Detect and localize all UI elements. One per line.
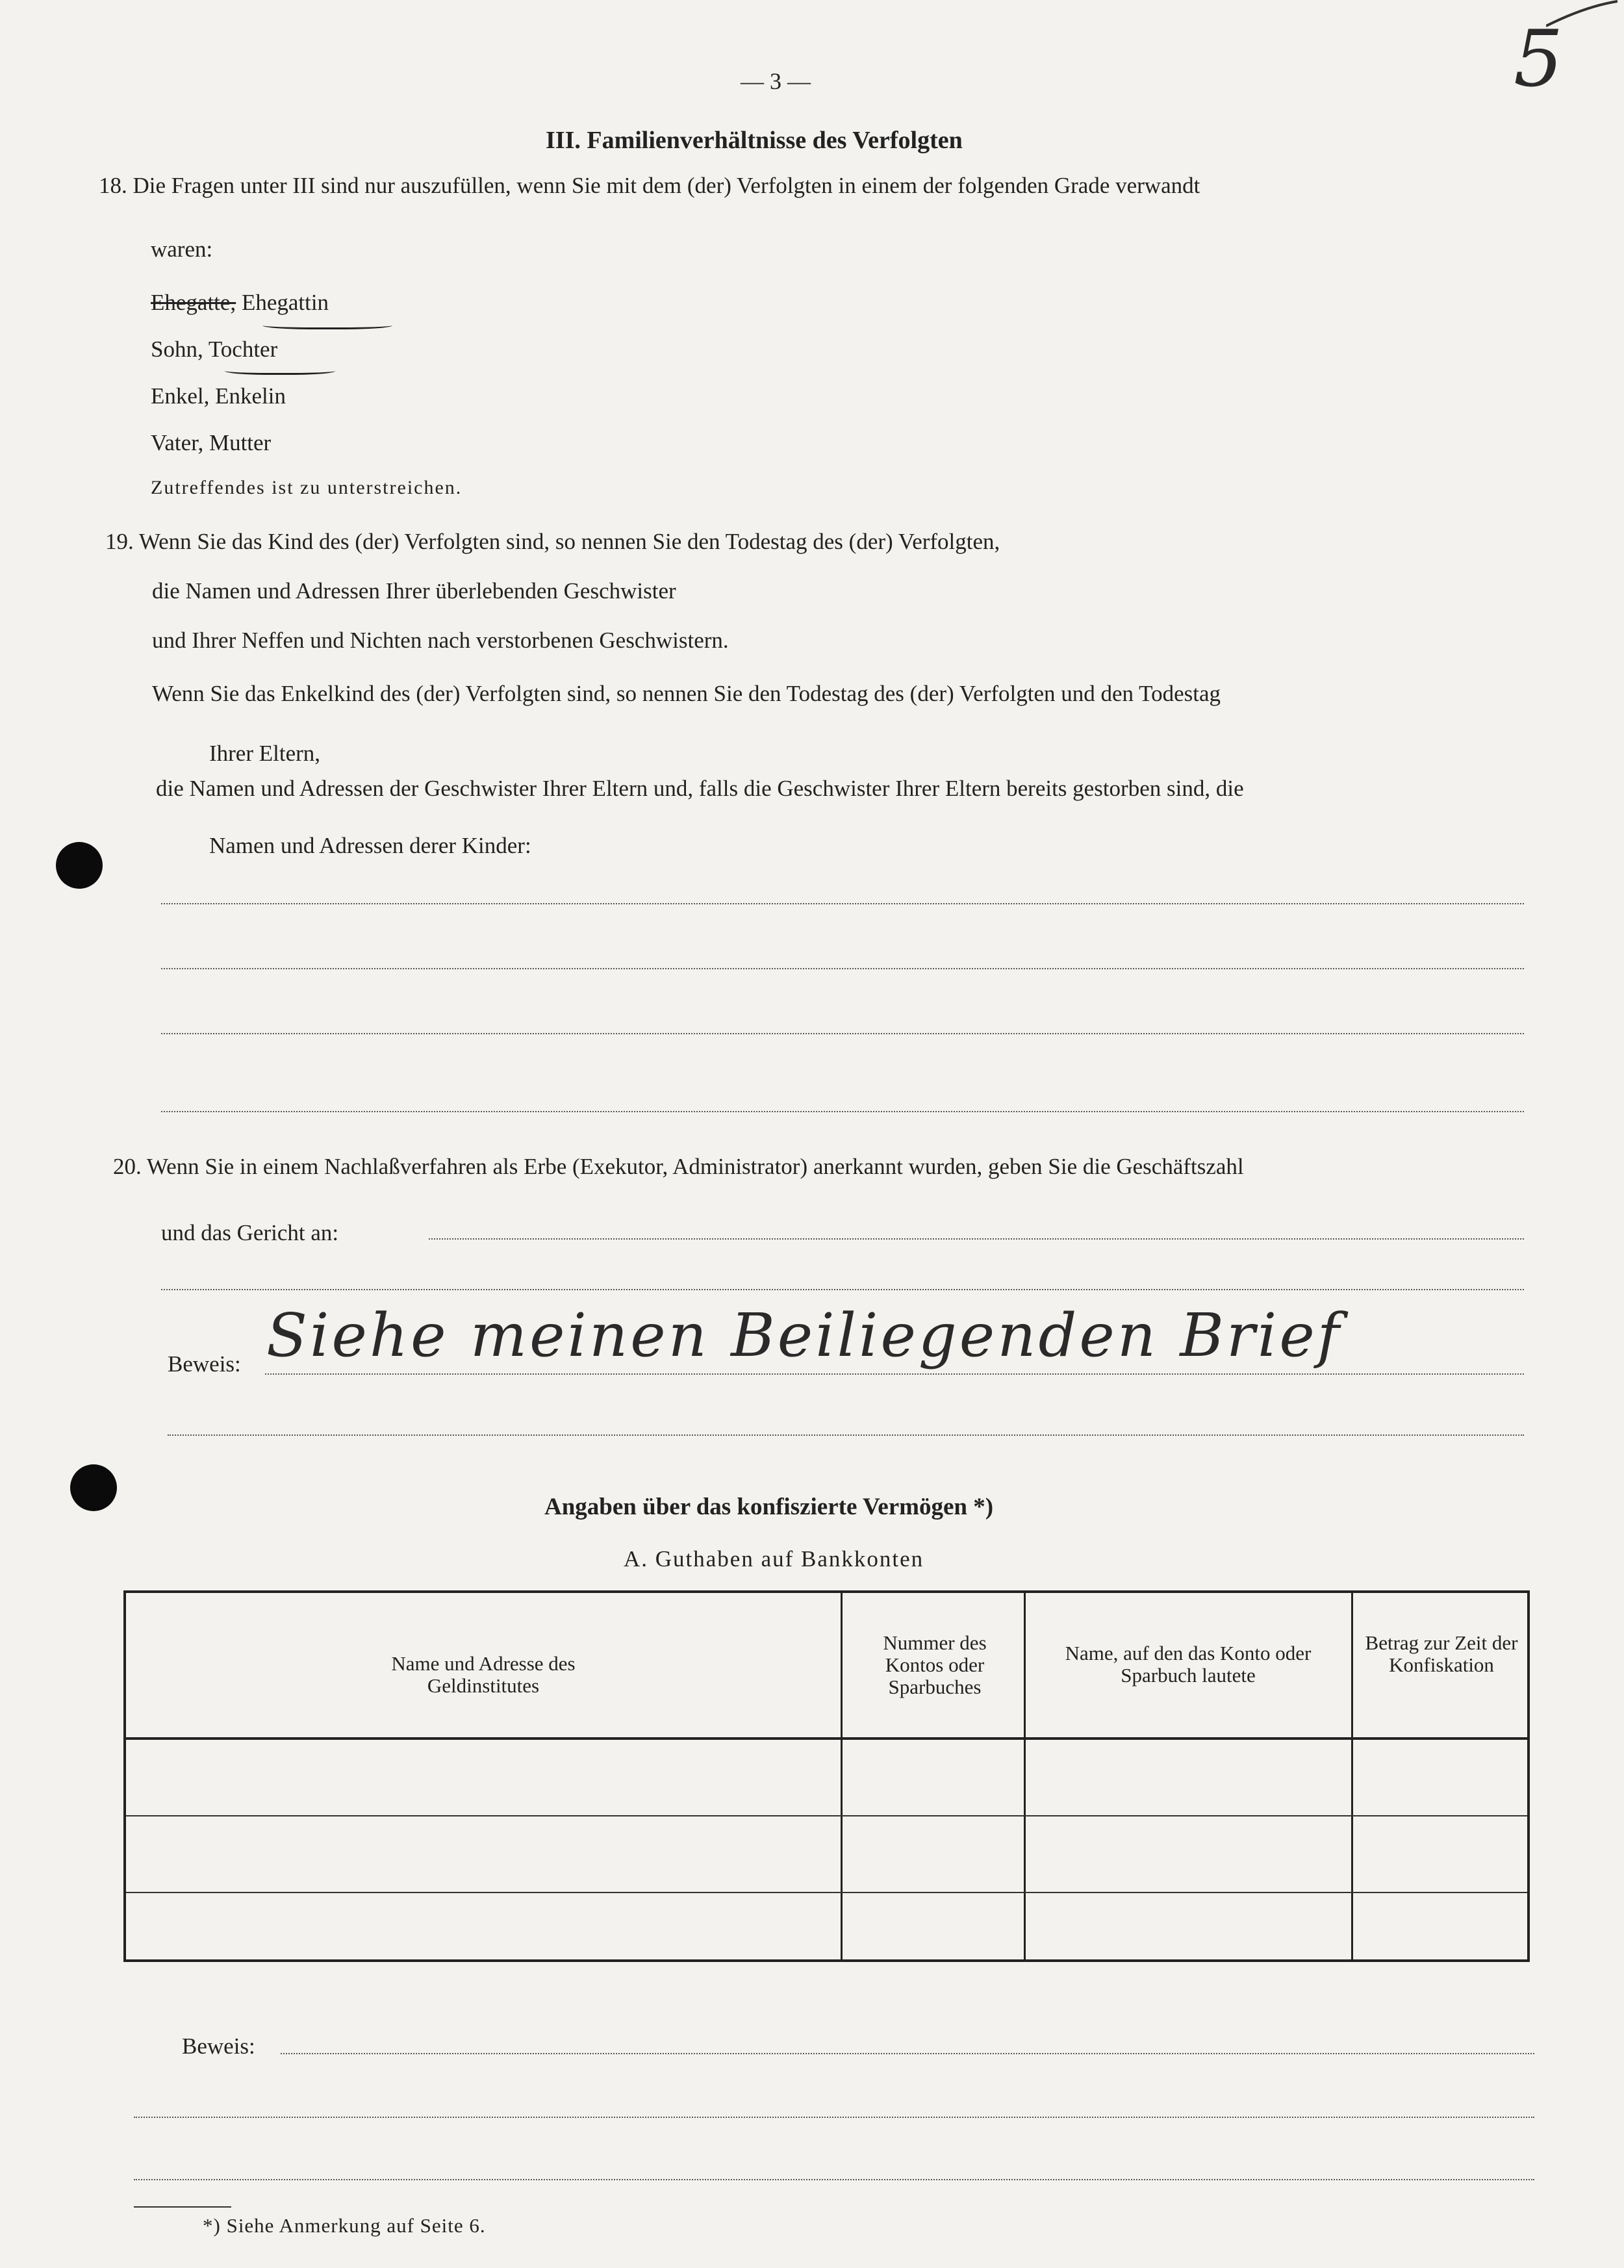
table-header-account-number: Nummer des Kontos oder Sparbuches bbox=[883, 1631, 987, 1698]
q19-line1: 19. Wenn Sie das Kind des (der) Verfolgten sind, so nennen Sie den Todestag des (der) Verfolgten, bbox=[105, 529, 1000, 554]
q19-answer-line-1[interactable] bbox=[161, 903, 1524, 904]
q20-court-line[interactable] bbox=[429, 1238, 1524, 1240]
q19-line2: die Namen und Adressen Ihrer überlebenden Geschwister bbox=[152, 578, 676, 604]
q19-line6: die Namen und Adressen der Geschwister Ihrer Eltern und, falls die Geschwister Ihrer Eltern bereits gestorben sind, die bbox=[156, 776, 1244, 801]
table-header-institute: Name und Adresse des Geldinstitutes bbox=[391, 1652, 576, 1697]
q18-option-grandchild bbox=[151, 383, 286, 409]
assets-subtitle: A. Guthaben auf Bankkonten bbox=[624, 1546, 924, 1572]
underline-ehegattin bbox=[262, 320, 392, 329]
footnote: *) Siehe Anmerkung auf Seite 6. bbox=[203, 2214, 486, 2237]
table-row-divider-1 bbox=[126, 1815, 1527, 1816]
punch-hole-top bbox=[56, 842, 103, 889]
option-ehegattin: Ehegattin bbox=[241, 290, 329, 315]
q20-beweis-label: Beweis: bbox=[168, 1351, 241, 1377]
section-title: III. Familienverhältnisse des Verfolgten bbox=[546, 127, 963, 154]
q18-line2: waren: bbox=[151, 236, 213, 262]
q19-line5: Ihrer Eltern, bbox=[209, 741, 321, 766]
page-number: — 3 — bbox=[741, 68, 811, 94]
q18-option-parent bbox=[151, 430, 271, 456]
assets-title: Angaben über das konfiszierte Vermögen *) bbox=[544, 1494, 994, 1520]
footnote-rule bbox=[134, 2206, 231, 2208]
assets-beweis-label: Beweis: bbox=[182, 2033, 255, 2059]
q20-beweis-handwritten: Siehe meinen Beiliegenden Brief bbox=[266, 1301, 1342, 1370]
q19-line3: und Ihrer Neffen und Nichten nach verstorbenen Geschwistern. bbox=[152, 628, 729, 653]
table-row[interactable] bbox=[126, 1894, 1527, 1959]
q20-line2: und das Gericht an: bbox=[161, 1220, 339, 1245]
option-enkel: Enkel, bbox=[151, 383, 210, 409]
table-header-amount: Betrag zur Zeit der Konfiskation bbox=[1365, 1631, 1518, 1676]
assets-beweis-line-2[interactable] bbox=[134, 2117, 1534, 2118]
table-row[interactable] bbox=[126, 1740, 1527, 1814]
q20-beweis-line[interactable] bbox=[265, 1373, 1524, 1375]
table-row-divider-2 bbox=[126, 1892, 1527, 1893]
option-sohn: Sohn, bbox=[151, 337, 203, 362]
q18-note: Zutreffendes ist zu unterstreichen. bbox=[151, 477, 463, 498]
q18-option-child bbox=[151, 337, 277, 363]
q18-line1: 18. Die Fragen unter III sind nur auszufüllen, wenn Sie mit dem (der) Verfolgten in einem der folgenden Grade verwandt bbox=[99, 173, 1200, 198]
q19-line4: Wenn Sie das Enkelkind des (der) Verfolgten sind, so nennen Sie den Todestag des (der) Verfolgten und den Todestag bbox=[152, 681, 1221, 706]
table-header-account-holder: Name, auf den das Konto oder Sparbuch lautete bbox=[1065, 1642, 1312, 1687]
q19-answer-line-3[interactable] bbox=[161, 1033, 1524, 1034]
punch-hole-bottom bbox=[70, 1464, 117, 1511]
q18-option-spouse bbox=[151, 290, 329, 316]
option-ehegatte: Ehegatte, bbox=[151, 290, 236, 315]
q20-beweis-line-2[interactable] bbox=[168, 1434, 1524, 1436]
option-enkelin: Enkelin bbox=[215, 383, 286, 409]
option-tochter: Tochter bbox=[208, 337, 278, 362]
bank-accounts-table bbox=[123, 1590, 1530, 1962]
q19-answer-line-2[interactable] bbox=[161, 968, 1524, 969]
q20-extra-line[interactable] bbox=[161, 1289, 1524, 1290]
option-vater: Vater, bbox=[151, 430, 204, 455]
corner-stroke bbox=[1546, 0, 1618, 39]
corner-page-mark: 5 bbox=[1514, 14, 1564, 105]
q19-line7: Namen und Adressen derer Kinder: bbox=[209, 833, 531, 858]
q20-line1: 20. Wenn Sie in einem Nachlaßverfahren als Erbe (Exekutor, Administrator) anerkannt wurden, geben Sie die Geschäftszahl bbox=[113, 1154, 1244, 1179]
underline-tochter bbox=[225, 365, 335, 375]
table-row[interactable] bbox=[126, 1818, 1527, 1891]
assets-beweis-line-1[interactable] bbox=[281, 2053, 1534, 2054]
assets-beweis-line-3[interactable] bbox=[134, 2179, 1534, 2180]
option-mutter: Mutter bbox=[209, 430, 272, 455]
q19-answer-line-4[interactable] bbox=[161, 1111, 1524, 1112]
